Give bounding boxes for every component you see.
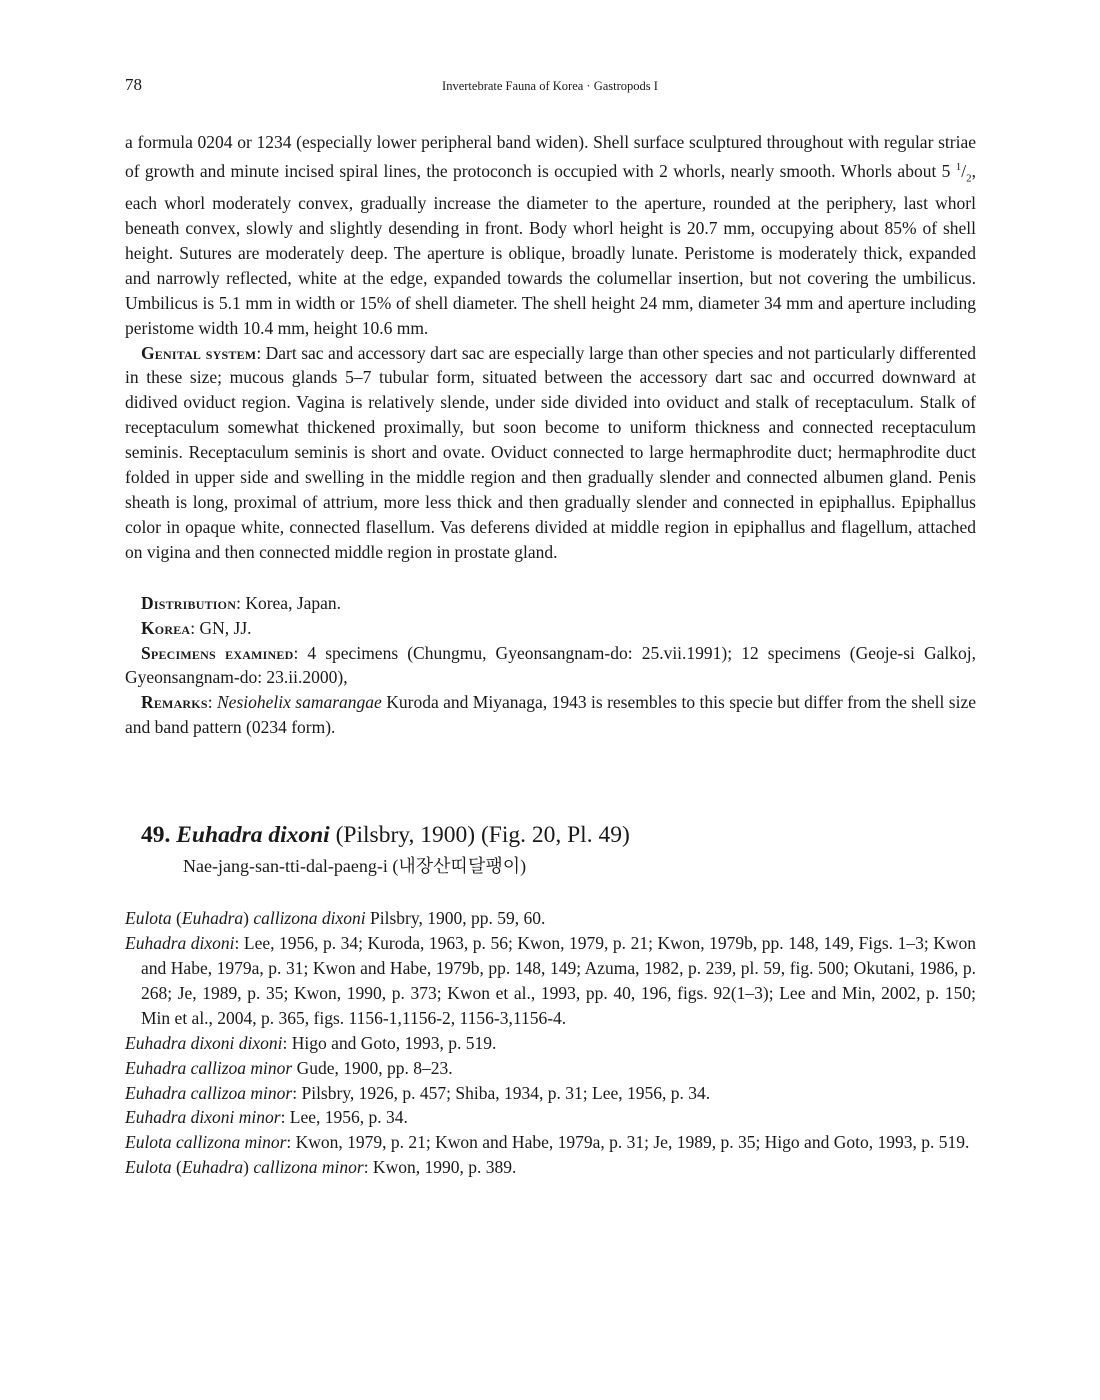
- synonymy-entry: Euhadra dixoni dixoni: Higo and Goto, 1993, p. 519.: [125, 1032, 497, 1053]
- synonymy-entry: Euhadra dixoni minor: Lee, 1956, p. 34.: [125, 1107, 408, 1128]
- specimens-examined-paragraph: Specimens examined: 4 specimens (Chungmu, Gyeonsangnam-do: 25.vii.1991); 12 specimens (Geoje-si Galkoj, Gyeonsangnam-do: 23.ii.2000),: [125, 642, 976, 688]
- korea-label: Korea: [141, 617, 191, 638]
- remarks-label: Remarks: [141, 692, 208, 713]
- remarks-paragraph: Remarks: Nesiohelix samarangae Kuroda and Miyanaga, 1943 is resembles to this specie but differ from the shell size and band pattern (0234 form).: [125, 692, 976, 738]
- species-heading: [141, 820, 976, 850]
- species-authority: (Pilsbry, 1900) (Fig. 20, Pl. 49): [329, 822, 630, 849]
- fraction-numerator: 1: [955, 160, 962, 173]
- fraction-denominator: 2: [966, 172, 972, 185]
- distribution-line: Distribution: Korea, Japan.: [141, 592, 342, 613]
- korea-line: Korea: GN, JJ.: [141, 617, 252, 638]
- genital-system-label: Genital system: [141, 342, 257, 363]
- vernacular-name: Nae-jang-san-tti-dal-paeng-i (내장산띠달팽이): [183, 856, 527, 877]
- synonymy-list: [125, 906, 976, 1180]
- synonymy-entry: Euhadra callizoa minor: Pilsbry, 1926, p. 457; Shiba, 1934, p. 31; Lee, 1956, p. 34.: [125, 1082, 711, 1103]
- distribution-label: Distribution: [141, 592, 237, 613]
- species-name: Euhadra dixoni: [176, 822, 330, 849]
- shell-description-paragraph: a formula 0204 or 1234 (especially lower peripheral band widen). Shell surface sculptured throughout with regular striae of growth and minute incised spiral lines, the protoconch is occupied with 2 whorls, nearly smooth. Whorls about 5 $^1/_2$, each whorl moderately convex, gradually increase the diameter to the aperture, rounded at the periphery, last whorl beneath convex, slowly and slightly desending in front. Body whorl height is 20.7 mm, occupying about 85% of shell height. Sutures are moderately deep. The aperture is oblique, broadly lunate. Peristome is moderately thick, expanded and narrowly reflected, white at the edge, expanded towards the columellar insertion, but not covering the umbilicus. Umbilicus is 5.1 mm in width or 15% of shell diameter. The shell height 24 mm, diameter 34 mm and aperture including peristome width 10.4 mm, height 10.6 mm.: [125, 132, 976, 338]
- genital-system-paragraph: Genital system: Dart sac and accessory dart sac are especially large than other species and not particularly differented in these size; mucous glands 5–7 tubular form, situated between the accessory dart sac and occurred downward at didived oviduct region. Vagina is relatively slende, under side divided into oviduct and stalk of receptaculum. Stalk of receptaculum somewhat thickened proximally, but soon become to uniform thickness and connected receptaculum seminis. Receptaculum seminis is short and ovate. Oviduct connected to large hermaphrodite duct; hermaphrodite duct folded in upper side and swelling in the middle region and then gradually slender and connected albumen gland. Penis sheath is long, proximal of attrium, more less thick and then gradually slender and connected in epiphallus. Epiphallus color in opaque white, connected flasellum. Vas deferens divided at middle region in epiphallus and flagellum, attached on vigina and then connected middle region in prostate gland.: [125, 342, 976, 562]
- remarks-species-name: Nesiohelix samarangae: [217, 692, 382, 713]
- synonymy-entry: Euhadra dixoni: Lee, 1956, p. 34; Kuroda, 1963, p. 56; Kwon, 1979, p. 21; Kwon, 1979b, pp. 148, 149, Figs. 1–3; Kwon and Habe, 1979a, p. 31; Kwon and Habe, 1979b, pp. 148, 149; Azuma, 1982, p. 239, pl. 59, fig. 500; Okutani, 1986, p. 268; Je, 1989, p. 35; Kwon, 1990, p. 373; Kwon et al., 1993, pp. 40, 196, figs. 92(1–3); Lee and Min, 2002, p. 150; Min et al., 2004, p. 365, figs. 1156-1,1156-2, 1156-3,1156-4.: [125, 933, 976, 1028]
- synonymy-entry: Eulota callizona minor: Kwon, 1979, p. 21; Kwon and Habe, 1979a, p. 31; Je, 1989, p. 35; Higo and Goto, 1993, p. 519.: [125, 1132, 970, 1153]
- synonymy-entry: Euhadra callizoa minor Gude, 1900, pp. 8–23.: [125, 1057, 453, 1078]
- running-header: Invertebrate Fauna of Korea · Gastropods I: [442, 79, 658, 93]
- species-number: 49.: [141, 822, 171, 849]
- page-number: 78: [125, 75, 142, 94]
- synonymy-entry: Eulota (Euhadra) callizona minor: Kwon, 1990, p. 389.: [125, 1157, 517, 1178]
- page-body: [125, 130, 976, 1180]
- synonymy-entry: Eulota (Euhadra) callizona dixoni Pilsbry, 1900, pp. 59, 60.: [125, 908, 546, 929]
- specimens-examined-label: Specimens examined: [141, 642, 294, 663]
